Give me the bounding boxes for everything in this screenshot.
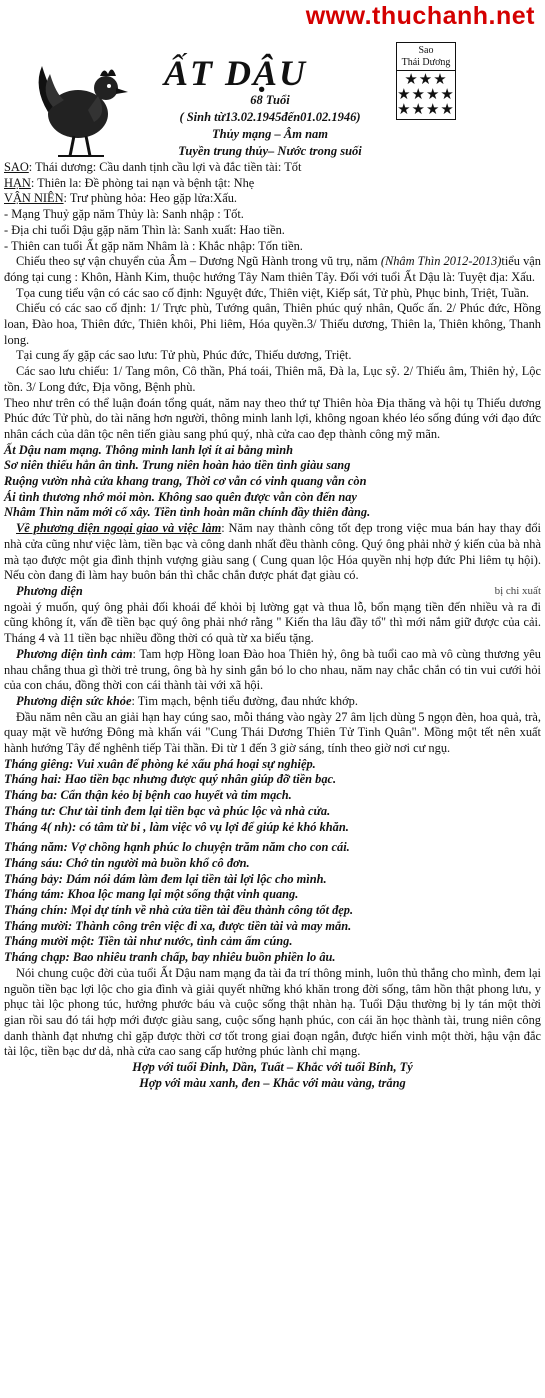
month-item: Tháng chín: Mọi dự tính về nhà cửa tiền tài đều thành công tốt đẹp. xyxy=(4,903,354,918)
paragraph-5: Các sao lưu chiếu: 1/ Tang môn, Cô thần, Phá toái, Thiên mã, Đà la, Lục sỹ. 2/ Thiếu âm, Thiên hỷ, Lộc tồn. 3/ Long đức, Địa võng, Bệnh phù. xyxy=(4,364,541,394)
detail-line-1: - Mạng Thuỷ gặp năm Thủy là: Sanh nhập : Tốt. xyxy=(4,207,244,222)
month-item: Tháng năm: Vợ chồng hạnh phúc lo chuyện trăm năm cho con cái. xyxy=(4,840,350,855)
tuyen: Tuyền trung thủy– Nước trong suối xyxy=(178,144,362,158)
menh: Thủy mạng – Âm nam xyxy=(212,127,328,141)
rooster-icon xyxy=(28,52,138,160)
month-item: Tháng sáu: Chớ tin người mà buồn khổ cô đơn. xyxy=(4,855,250,870)
month-item: Tháng tư: Chư tài tinh đem lại tiền bạc và phúc lộc và nhà cửa. xyxy=(4,803,331,818)
star-row-3: ★★★★ xyxy=(397,102,455,118)
star-box xyxy=(396,42,456,120)
compat-line-1: Hợp với tuổi Đinh, Dần, Tuất – Khắc với tuổi Bính, Tý xyxy=(132,1060,413,1075)
birth-range: ( Sinh từ13.02.1945đến01.02.1946) xyxy=(179,110,361,124)
month-item: Tháng chạp: Bao nhiêu tranh chấp, bay nhiêu buồn phiền lo âu. xyxy=(4,950,336,965)
main-content xyxy=(4,160,541,1091)
paragraph-4: Tại cung ấy gặp các sao lưu: Tử phù, Phúc đức, Thiếu dương, Triệt. xyxy=(16,348,352,363)
closing-paragraph: Nói chung cuộc đời của tuổi Ất Dậu nam mạng đa tài đa trí thông minh, luôn thủ thắng cho mình, đem lại nguồn tiền bạc lợi lộc cho gia đình và giải quyết những khó khăn trong đời sống, tâm hồn thật phong lưu, y phục tài lộc phong túc, hưởng phước báu và cuộc sống thật nhàn hạ. Tuổi Dậu thường bị ly tán một thời gian rồi sau đó tái hợp mới được giàu sang, cuộc sống hạnh phúc, con cái ăn học thành tài, trung niên công danh thành đạt nhưng chỉ gặp được thời cơ tốt trong giai đoạn ngắn, được hiển vinh một thời, hậu vận đắc tài lộc, tiền bạc dư dả, nhà cửa cao sang cấp hưởng phúc lành chỉ mạng. xyxy=(4,965,541,1059)
header-info xyxy=(150,92,390,160)
ngoaigiao-paragraph: Về phương diện ngoại giao và việc làm: Năm nay thành công tốt đẹp trong việc mua bán hay thay đổi nhà cửa cũng như việc làm, tiền bạc và công danh nhất đều thành công. Quý ông phải nhờ ý kiến của bà nhà mà tạo được một gia đình thịnh vượng giàu sang ( Cung quan lộc Hóa quyền nhị hợp đức Phi liêm tụ hội). Nếu còn đang đi làm hay buôn bán thì chắc chắn được phát đạt giàu có. xyxy=(4,521,541,583)
star-row-1: ★★★ xyxy=(404,72,448,88)
month-list xyxy=(4,757,541,966)
paragraph-6: Theo như trên có thể luận đoán tổng quát, năm nay theo thứ tự Thiên hòa Địa thăng và hội tụ Thiếu dương Phúc đức Tử phù, do tài năng hơn người, thông minh lanh lợi, không ngoan khéo léo sống đúng với đạo đức nhân cách của dân tộc nên tiến giàu sang phú quý, nhà cửa cao đẹp thành công mỹ mãn. xyxy=(4,395,541,441)
phuongdien-heading: Phương diện bị chi xuất xyxy=(16,583,541,598)
month-item: Tháng tám: Khoa lộc mang lại một sống thật vinh quang. xyxy=(4,887,299,902)
star-box-name: Thái Dương xyxy=(397,57,455,71)
star-box-label: Sao xyxy=(418,45,434,56)
paragraph-7: Đầu năm nên cầu an giải hạn hay cúng sao, mỗi tháng vào ngày 27 âm lịch dùng 5 ngọn đèn, hoa quả, trà, quay mặt về hướng Đông mà khấn vái "Cung Thái Dương Thiên Tử Tinh Quân". Mồng một tết nên xuất hành hướng Tây để nghênh tiếp Tài thần. Đi từ 1 đến 3 giờ sáng, tính theo giờ nơi cư ngụ. xyxy=(4,709,541,756)
poem-line-1: Ất Dậu nam mạng. Thông minh lanh lợi ít ai bằng mình xyxy=(4,442,293,457)
han-line: HẠN: Thiên la: Đề phòng tai nạn và bệnh tật: Nhẹ xyxy=(4,175,255,190)
sao-line: SAO: Thái dương: Cầu danh tịnh cầu lợi và đắc tiền tài: Tốt xyxy=(4,160,302,174)
month-item: Tháng 4( nh): có tâm từ bi , làm việc vô vụ lợi để giúp kẻ khó khăn. xyxy=(4,819,349,834)
compat-line-2: Hợp với màu xanh, đen – Khắc với màu vàng, trắng xyxy=(139,1075,406,1090)
paragraph-2: Tọa cung tiểu vận có các sao cố định: Nguyệt đức, Thiên việt, Kiếp sát, Tử phù, Phục binh, Triệt, Tuần. xyxy=(16,285,529,300)
vannien-line: VẬN NIÊN: Trư phùng hỏa: Heo gặp lửa:Xấu. xyxy=(4,191,238,206)
month-item: Tháng mười: Thành công trên việc đi xa, được tiền tài và may mắn. xyxy=(4,918,352,933)
month-item: Tháng ba: Cẩn thận kẻo bị bệnh cao huyết và tim mạch. xyxy=(4,788,292,803)
age: 68 Tuổi xyxy=(250,93,290,107)
detail-line-3: - Thiên can tuổi Ất gặp năm Nhâm là : Khắc nhập: Tốn tiền. xyxy=(4,238,303,253)
page-title: ẤT DẬU xyxy=(164,53,308,93)
paragraph-1: Chiếu theo sự vận chuyển của Âm – Dương Ngũ Hành trong vũ trụ, năm (Nhâm Thìn 2012-2013)tiểu vận đóng tại cung : Khôn, Hành Kim, thuộc hướng Tây Nam thiên Tây. Đối với tuổi Ất Dậu là: Tuyệt địa: Xấu. xyxy=(4,254,541,284)
month-item: Tháng giêng: Vui xuân để phòng kẻ xấu phá hoại sự nghiệp. xyxy=(4,756,316,771)
detail-line-2: - Địa chi tuổi Dậu gặp năm Thìn là: Sanh xuất: Hao tiền. xyxy=(4,222,285,237)
month-item: Tháng bảy: Dám nói dám làm đem lại tiền tài lợi lộc cho mình. xyxy=(4,871,327,886)
paragraph-3: Chiếu có các sao cố định: 1/ Trực phù, Tướng quân, Thiên phúc quý nhân, Quốc ấn. 2/ Phúc đức, Hồng loan, Đào hoa, Thiên đức, Thiên khôi, Phi liêm, Hóa quyền.3/ Thiếu dương, Thiên la, Thiên không, Thanh long. xyxy=(4,301,541,347)
month-item: Tháng mười một: Tiền tài như nước, tình cảm ấm cúng. xyxy=(4,934,293,949)
suckhoe-paragraph: Phương diện sức khỏe: Tim mạch, bệnh tiểu đường, đau nhức khớp. xyxy=(16,693,358,708)
star-row-2: ★★★★ xyxy=(397,87,455,103)
poem-line-5: Nhâm Thìn năm mới cố xây. Tiền tình hoàn mãn chính đầy thiên đàng. xyxy=(4,505,371,520)
tinhcam-paragraph: Phương diện tình cảm: Tam hợp Hồng loan Đào hoa Thiên hỷ, ông bà tuổi cao mà vô cùng thương yêu nhau chẳng thua gì thời trẻ trung, ông bà hy sinh gắn bó lo cho nhau, năm nay chắc chắn có tin vui cưới hỏi của con cháu, đồng thời con cái thành tài với xã hội. xyxy=(4,646,541,693)
poem-line-4: Ái tình thương nhớ mỏi mòn. Không sao quên được vẫn còn đến nay xyxy=(4,489,357,504)
poem-line-3: Ruộng vườn nhà cửa khang trang, Thời cơ vẫn có vinh quang vẫn còn xyxy=(4,474,367,489)
phuongdien-paragraph: ngoài ý muốn, quý ông phải đối khoái để khỏi bị lường gạt và thua lỗ, bổn mạng tiền đến nhiều và ra đi cũng không ít, vấn đề tiền bạc quý ông phải nhớ rằng " Kiến tha lâu đầy tổ" thì mới nắm giữ được của cải. Tháng 4 và 11 tiền bạc nhiều đồng thời có quà từ xa biếu tặng. xyxy=(4,599,541,646)
site-url[interactable]: www.thuchanh.net xyxy=(305,2,535,30)
poem-line-2: Sơ niên thiếu hẳn ân tình. Trung niên hoàn hảo tiền tình giàu sang xyxy=(4,458,351,473)
month-item: Tháng hai: Hao tiền bạc nhưng được quý nhân giúp đỡ tiền bạc. xyxy=(4,772,337,787)
